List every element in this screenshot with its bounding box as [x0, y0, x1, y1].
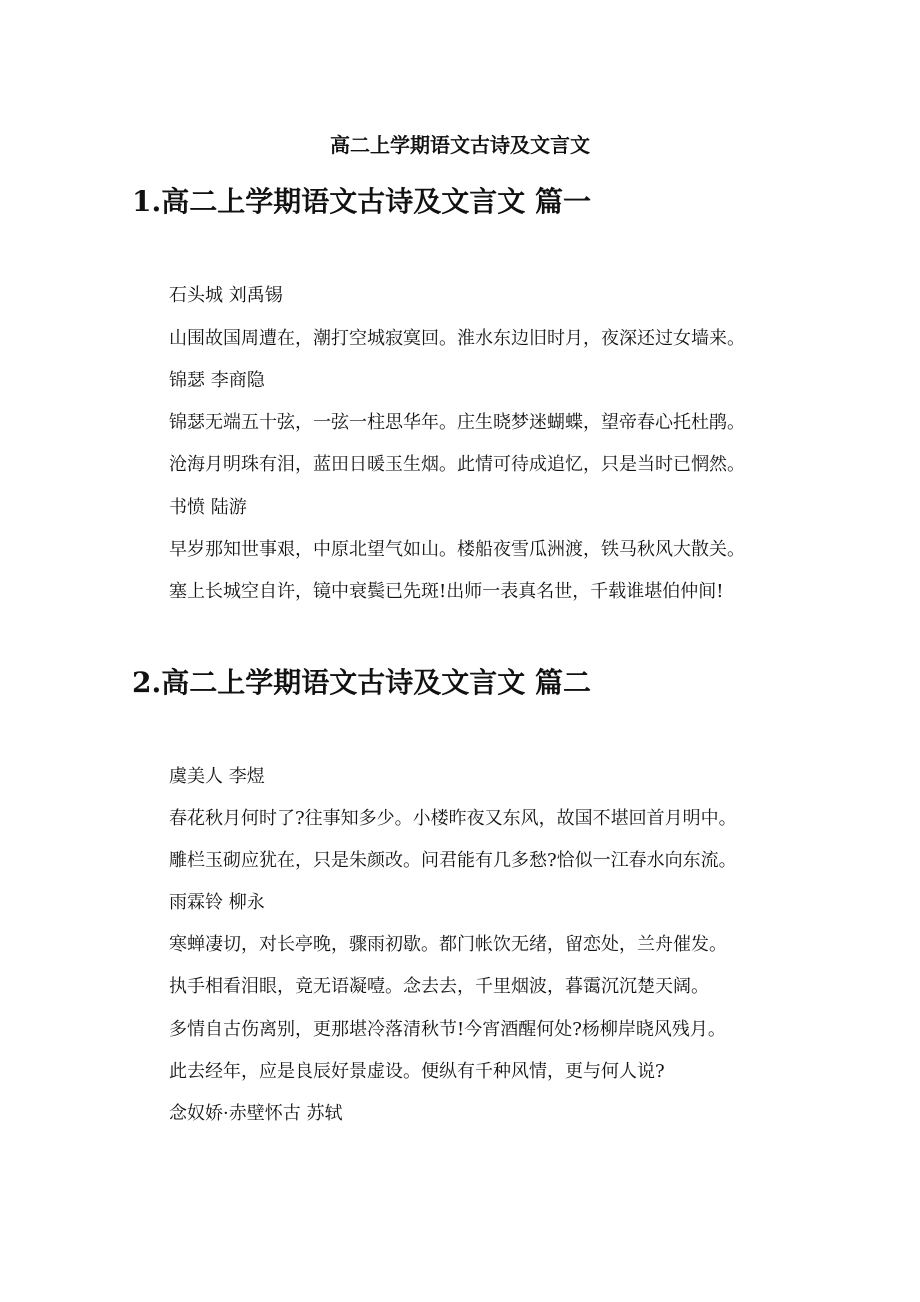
poem-title-yulinling: 雨霖铃 柳永 — [169, 892, 265, 913]
poem-title-yumeiren: 虞美人 李煜 — [169, 766, 265, 787]
poem-line: 早岁那知世事艰，中原北望气如山。楼船夜雪瓜洲渡，铁马秋风大散关。 — [169, 539, 745, 560]
poem-line: 此去经年，应是良辰好景虚设。便纵有千种风情，更与何人说? — [169, 1061, 665, 1082]
poem-line: 沧海月明珠有泪，蓝田日暖玉生烟。此情可待成追忆，只是当时已惘然。 — [169, 454, 745, 475]
poem-title-shitoucheng: 石头城 刘禹锡 — [169, 285, 283, 306]
section-heading-2: 2.高二上学期语文古诗及文言文 篇二 — [132, 666, 591, 699]
section-heading-1: 1.高二上学期语文古诗及文言文 篇一 — [132, 185, 591, 218]
poem-line: 雕栏玉砌应犹在，只是朱颜改。问君能有几多愁?恰似一江春水向东流。 — [169, 850, 737, 871]
poem-line: 山围故国周遭在，潮打空城寂寞回。淮水东边旧时月，夜深还过女墙来。 — [169, 328, 745, 349]
poem-line: 寒蝉凄切，对长亭晚，骤雨初歇。都门帐饮无绪，留恋处，兰舟催发。 — [169, 934, 727, 955]
poem-line: 多情自古伤离别，更那堪冷落清秋节!今宵酒醒何处?杨柳岸晓风残月。 — [169, 1019, 726, 1040]
poem-title-shufen: 书愤 陆游 — [169, 497, 247, 518]
poem-title-jinse: 锦瑟 李商隐 — [169, 370, 265, 391]
poem-line: 执手相看泪眼，竟无语凝噎。念去去，千里烟波，暮霭沉沉楚天阔。 — [169, 976, 709, 997]
poem-title-niannujiao: 念奴娇·赤壁怀古 苏轼 — [169, 1103, 343, 1124]
poem-line: 塞上长城空自许，镜中衰鬓已先斑!出师一表真名世，千载谁堪伯仲间! — [169, 581, 724, 602]
document-title: 高二上学期语文古诗及文言文 — [330, 133, 590, 157]
poem-line: 锦瑟无端五十弦，一弦一柱思华年。庄生晓梦迷蝴蝶，望帝春心托杜鹃。 — [169, 412, 745, 433]
poem-line: 春花秋月何时了?往事知多少。小楼昨夜又东风，故国不堪回首月明中。 — [169, 808, 737, 829]
